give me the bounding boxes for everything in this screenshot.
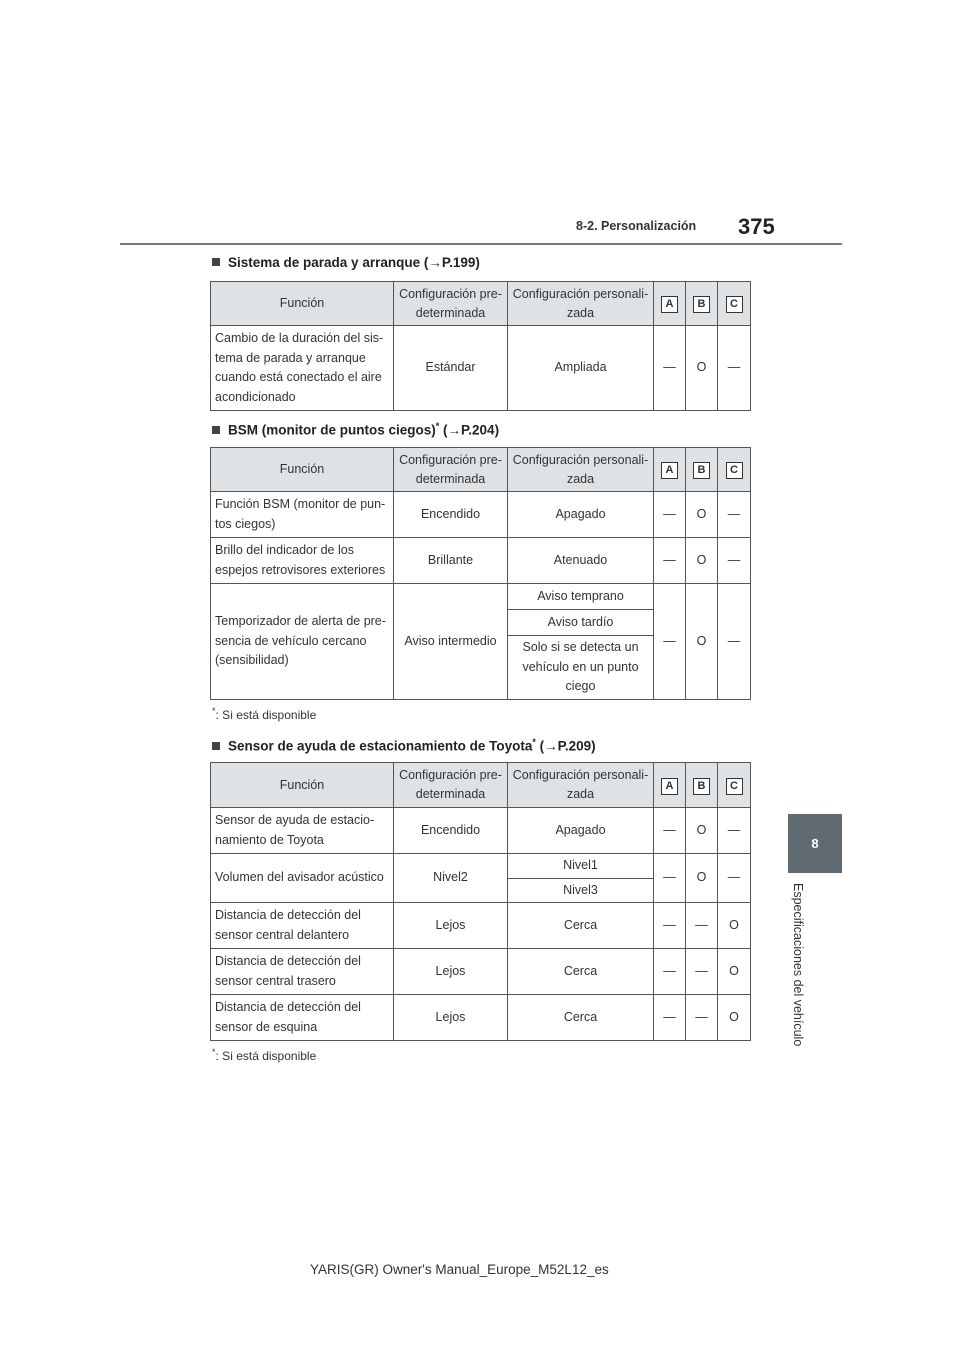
table-row: Distancia de detección del sensor central delantero Lejos Cerca — — O <box>211 903 751 949</box>
col-a: A <box>654 282 686 326</box>
footnote: *: Si está disponible <box>212 706 317 722</box>
table-row: Brillo del indicador de los espejos retrovisores exteriores Brillante Atenuado — O — <box>211 538 751 584</box>
table-row: Función BSM (monitor de pun- tos ciegos) Encendido Apagado — O — <box>211 492 751 538</box>
table-row: Distancia de detección del sensor central trasero Lejos Cerca — — O <box>211 949 751 995</box>
table-row: Cambio de la duración del sis- tema de parada y arranque cuando está conectado el aire acondicionado Estándar Ampliada — O — <box>211 326 751 411</box>
section-title-bsm: BSM (monitor de puntos ciegos)* (→P.204) <box>212 421 499 438</box>
bsm-table <box>210 447 751 700</box>
bullet-square-icon <box>212 258 220 266</box>
table-row: Volumen del avisador acústico Nivel2 Nivel1 — O — <box>211 854 751 879</box>
col-custom: Configuración personali- zada <box>508 763 654 808</box>
col-function: Función <box>211 448 394 492</box>
col-b: B <box>686 448 718 492</box>
footnote: *: Si está disponible <box>212 1047 317 1063</box>
col-c: C <box>718 282 751 326</box>
table-header-row <box>211 282 751 326</box>
bullet-square-icon <box>212 426 220 434</box>
col-a: A <box>654 448 686 492</box>
section-title-stop-start: Sistema de parada y arranque (→P.199) <box>212 255 480 270</box>
table-row: Temporizador de alerta de pre- sencia de vehículo cercano (sensibilidad) Aviso intermedio Aviso temprano — O — <box>211 584 751 610</box>
table-header-row <box>211 448 751 492</box>
page-reference[interactable]: (→P.204) <box>443 422 500 438</box>
col-custom: Configuración personali- zada <box>508 282 654 326</box>
chapter-tab: 8 <box>788 814 842 873</box>
col-custom: Configuración personali- zada <box>508 448 654 492</box>
col-default: Configuración pre- determinada <box>394 448 508 492</box>
table-header-row <box>211 763 751 808</box>
col-function: Función <box>211 763 394 808</box>
header-divider <box>120 243 842 245</box>
page-reference[interactable]: (→P.199) <box>423 255 480 270</box>
section-header: 8-2. Personalización <box>576 219 697 233</box>
col-b: B <box>686 282 718 326</box>
table-row: Aviso tardío <box>211 610 751 636</box>
stop-start-table <box>210 281 751 411</box>
col-default: Configuración pre- determinada <box>394 763 508 808</box>
section-title-parking-sensor: Sensor de ayuda de estacionamiento de Toyota* (→P.209) <box>212 737 596 754</box>
document-footer: YARIS(GR) Owner's Manual_Europe_M52L12_es <box>310 1262 609 1277</box>
parking-sensor-table <box>210 762 751 1041</box>
table-row: Nivel3 <box>211 878 751 903</box>
col-function: Función <box>211 282 394 326</box>
col-c: C <box>718 448 751 492</box>
bullet-square-icon <box>212 742 220 750</box>
table-row: Distancia de detección del sensor de esquina Lejos Cerca — — O <box>211 995 751 1041</box>
page-number: 375 <box>738 214 775 239</box>
chapter-title: Especificaciones del vehículo <box>791 883 805 1047</box>
table-row: Sensor de ayuda de estacio- namiento de Toyota Encendido Apagado — O — <box>211 808 751 854</box>
col-b: B <box>686 763 718 808</box>
col-a: A <box>654 763 686 808</box>
col-default: Configuración pre- determinada <box>394 282 508 326</box>
page-reference[interactable]: (→P.209) <box>539 738 596 754</box>
table-row: Solo si se detecta un vehículo en un punto ciego <box>211 636 751 700</box>
col-c: C <box>718 763 751 808</box>
